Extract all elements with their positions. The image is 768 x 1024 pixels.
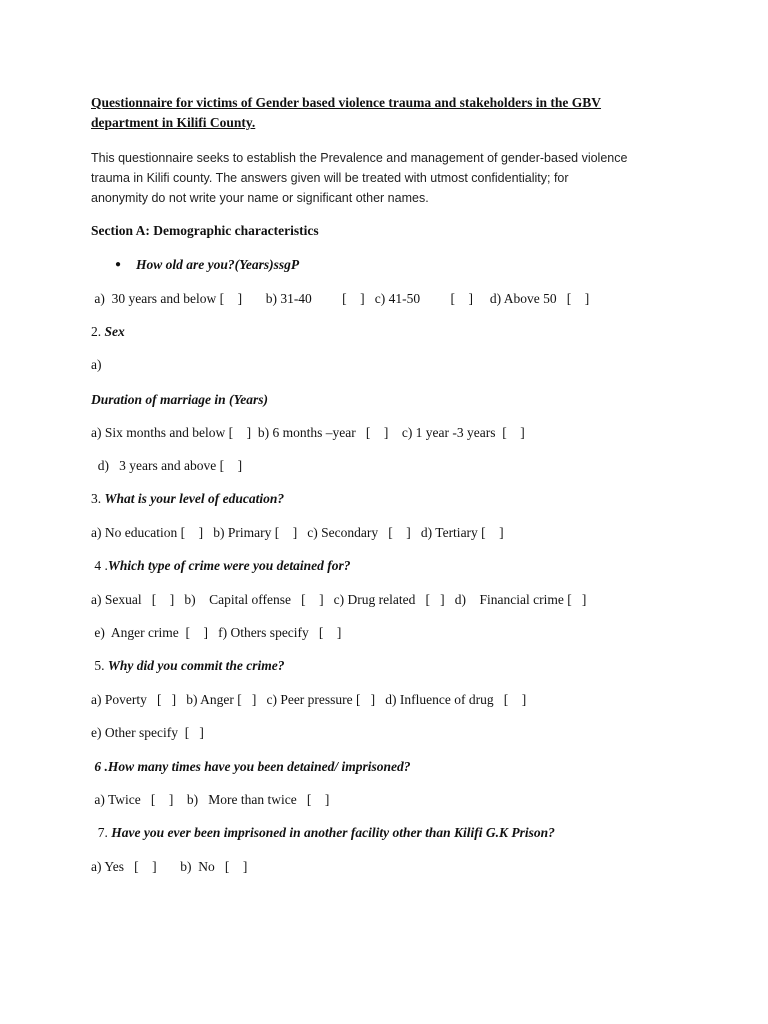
q2-options[interactable]: a) [91, 357, 102, 372]
q4-row [91, 557, 350, 575]
document-title-line1: Questionnaire for victims of Gender based violence trauma and stakeholders in the GBV [91, 95, 602, 110]
q2-question: Sex [104, 324, 125, 339]
bullet-dot-icon: ● [115, 259, 122, 270]
document-title-line2: department in Kilifi County. [91, 115, 256, 130]
q4-question: Which type of crime were you detained for? [107, 558, 351, 573]
q7-options[interactable]: a) Yes [ ] b) No [ ] [91, 859, 248, 874]
q3-options[interactable]: a) No education [ ] b) Primary [ ] c) Secondary [ ] d) Tertiary [ ] [91, 525, 504, 540]
q7-row [91, 824, 555, 842]
marriage-question: Duration of marriage in (Years) [91, 392, 269, 407]
q6-options[interactable]: a) Twice [ ] b) More than twice [ ] [91, 792, 330, 807]
q4-options-2[interactable]: e) Anger crime [ ] f) Others specify [ ] [91, 625, 342, 640]
q4-options-1[interactable]: a) Sexual [ ] b) Capital offense [ ] c) Drug related [ ] d) Financial crime [ ] [91, 592, 587, 607]
q3-number: 3. [91, 491, 105, 506]
q5-question: Why did you commit the crime? [107, 658, 285, 673]
intro-line-2: trauma in Kilifi county. The answers given will be treated with utmost confidentiality; for [91, 171, 569, 185]
q4-number: 4 . [91, 558, 108, 573]
q3-row [91, 490, 284, 508]
q1-options[interactable]: a) 30 years and below [ ] b) 31-40 [ ] c) 41-50 [ ] d) Above 50 [ ] [91, 291, 590, 306]
q3-question: What is your level of education? [104, 491, 285, 506]
q5-row [91, 657, 285, 675]
q2-row [91, 323, 125, 341]
q5-number: 5. [91, 658, 108, 673]
q5-options-1[interactable]: a) Poverty [ ] b) Anger [ ] c) Peer pressure [ ] d) Influence of drug [ ] [91, 692, 527, 707]
section-a-heading: Section A: Demographic characteristics [91, 223, 319, 238]
q6-number: 6 . [91, 759, 108, 774]
q6-question: How many times have you been detained/ imprisoned? [107, 759, 411, 774]
intro-line-1: This questionnaire seeks to establish the Prevalence and management of gender-based violence [91, 151, 628, 165]
marriage-options-2[interactable]: d) 3 years and above [ ] [91, 458, 243, 473]
q6-row [91, 758, 411, 776]
q1-question: How old are you?(Years)ssgP [136, 257, 300, 272]
q7-question: Have you ever been imprisoned in another facility other than Kilifi G.K Prison? [111, 825, 555, 840]
q7-number: 7. [91, 825, 112, 840]
q5-options-2[interactable]: e) Other specify [ ] [91, 725, 204, 740]
marriage-options-1[interactable]: a) Six months and below [ ] b) 6 months –year [ ] c) 1 year -3 years [ ] [91, 425, 525, 440]
q2-number: 2. [91, 324, 105, 339]
intro-line-3: anonymity do not write your name or significant other names. [91, 191, 429, 205]
